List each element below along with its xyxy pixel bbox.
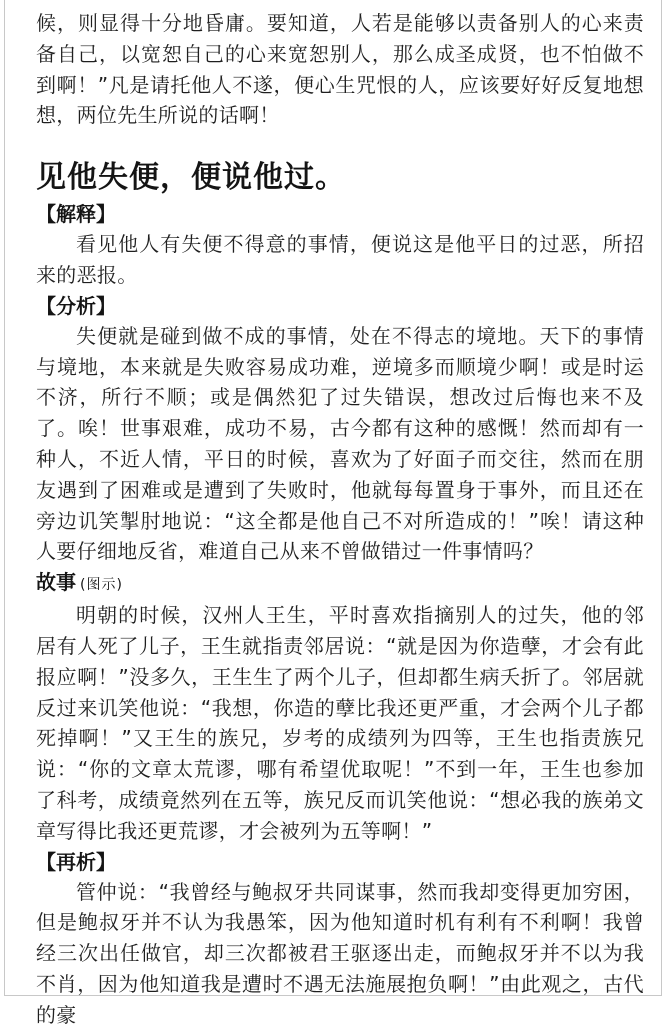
intro-paragraph: 候，则显得十分地昏庸。要知道，人若是能够以责备别人的心来责备自己，以宽恕自己的心来宽恕别人，那么成圣成贤，也不怕做不到啊！”凡是请托他人不遂，便心生咒恨的人，应该要好好反复地想想，两位先生所说的话啊！ [36,11,644,128]
explanation-label: 【解释】 [36,202,116,227]
analysis-label: 【分析】 [36,293,116,318]
document-body [36,8,644,1031]
reanalysis-label: 【再析】 [36,849,116,874]
explanation-paragraph: 看见他人有失便不得意的事情，便说这是他平日的过恶，所招来的恶报。 [36,232,644,287]
story-label-text: 故事 [36,570,76,595]
story-label-note: (图示) [80,577,123,594]
analysis-paragraph: 失便就是碰到做不成的事情，处在不得志的境地。天下的事情与境地，本来就是失败容易成功难，逆境多而顺境少啊！或是时运不济，所行不顺；或是偶然犯了过失错误，想改过后悔也来不及了。唉！世事艰难，成功不易，古今都有这种的感慨！然而却有一种人，不近人情，平日的时候，喜欢为了好面子而交往，然而在朋友遇到了困难或是遭到了失败时，他就每每置身于事外，而且还在旁边讥笑掣肘地说：“这全都是他自己不对所造成的！”唉！请这种人要仔细地反省，难道自己从来不曾做错过一件事情吗？ [36,323,644,564]
section-heading: 见他失便，便说他过。 [36,160,346,196]
story-label [36,567,644,600]
story-paragraph: 明朝的时候，汉州人王生，平时喜欢指摘别人的过失，他的邻居有人死了儿子，王生就指责邻居说：“就是因为你造孽，才会有此报应啊！”没多久，王生生了两个儿子，但却都生病夭折了。邻居就反过来讥笑他说：“我想，你造的孽比我还更严重，才会两个儿子都死掉啊！”又王生的族兄，岁考的成绩列为四等，王生也指责族兄说：“你的文章太荒谬，哪有希望优取呢！”不到一年，王生也参加了科考，成绩竟然列在五等，族兄反而讥笑他说：“想必我的族弟文章写得比我还更荒谬，才会被列为五等啊！” [36,603,644,843]
reanalysis-paragraph: 管仲说：“我曾经与鲍叔牙共同谋事，然而我却变得更加穷困，但是鲍叔牙并不认为我愚笨，因为他知道时机有利有不利啊！我曾经三次出任做官，却三次都被君王驱逐出走，而鲍叔牙并不以为我不肖，因为他知道我是遭时不遇无法施展抱负啊！”由此观之，古代的豪 [36,879,644,1027]
